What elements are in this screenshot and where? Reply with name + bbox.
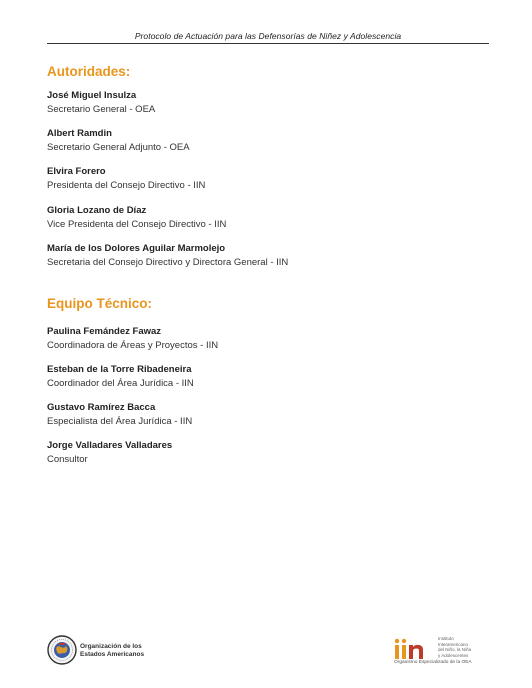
header-rule	[47, 43, 489, 44]
person-entry	[47, 440, 172, 466]
person-entry	[47, 326, 218, 352]
oea-logo-text	[80, 643, 144, 658]
person-name: José Miguel Insulza	[47, 90, 137, 101]
person-name: Elvira Forero	[47, 166, 106, 177]
oea-logo-line: Organización de los	[80, 643, 142, 650]
equipo-tecnico-heading: Equipo Técnico:	[47, 296, 153, 311]
person-role: Vice Presidenta del Consejo Directivo - IIN	[47, 219, 227, 230]
person-name: Paulina Femández Fawaz	[47, 326, 162, 337]
iin-logo-line: Interamericano	[438, 641, 469, 647]
person-role: Consultor	[47, 454, 88, 465]
person-role: Secretario General Adjunto - OEA	[47, 142, 190, 153]
autoridades-heading: Autoridades:	[47, 64, 131, 79]
person-entry	[47, 205, 226, 231]
iin-logo	[394, 628, 494, 670]
iin-mark-icon	[394, 638, 432, 660]
iin-logo-text	[438, 636, 494, 658]
iin-logo-line: y Adolescentes	[438, 652, 469, 658]
page-header: Protocolo de Actuación para las Defensorías de Niñez y Adolescencia	[134, 31, 402, 41]
person-entry	[47, 90, 155, 116]
person-name: María de los Dolores Aguilar Marmolejo	[47, 243, 226, 254]
person-role: Coordinadora de Áreas y Proyectos - IIN	[47, 340, 219, 351]
oea-logo	[47, 635, 157, 667]
person-name: Jorge Valladares Valladares	[47, 440, 173, 451]
iin-tagline: Organismo Especializado de la OEA	[394, 660, 472, 665]
person-role: Secretario General - OEA	[47, 104, 156, 115]
person-entry	[47, 402, 192, 428]
person-role: Presidenta del Consejo Directivo - IIN	[47, 180, 206, 191]
iin-logo-line: Instituto	[438, 636, 454, 641]
oea-seal-icon	[47, 635, 77, 665]
person-entry	[47, 364, 194, 390]
person-name: Esteban de la Torre Ribadeneira	[47, 364, 192, 375]
iin-logo-line: del Niño, la Niña	[438, 647, 472, 652]
person-role: Secretaria del Consejo Directivo y Directora General - IIN	[47, 257, 289, 268]
person-entry	[47, 128, 190, 154]
person-role: Especialista del Área Jurídica - IIN	[47, 416, 193, 427]
person-entry	[47, 166, 205, 192]
person-name: Gustavo Ramírez Bacca	[47, 402, 156, 413]
person-name: Gloria Lozano de Díaz	[47, 205, 147, 216]
oea-logo-line: Estados Americanos	[80, 650, 145, 658]
person-name: Albert Ramdin	[47, 128, 112, 139]
person-entry	[47, 243, 288, 269]
person-role: Coordinador del Área Jurídica - IIN	[47, 378, 194, 389]
